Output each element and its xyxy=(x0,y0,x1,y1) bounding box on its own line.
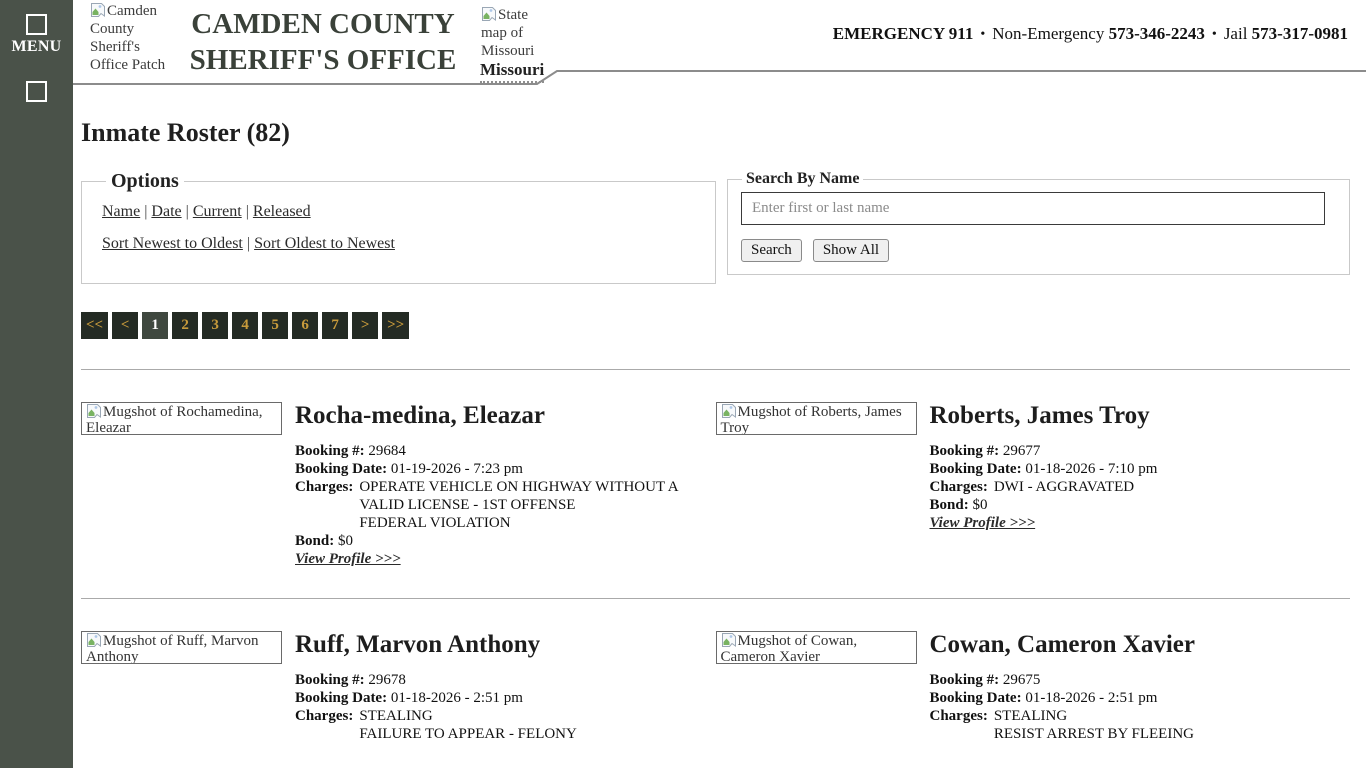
inmate-row xyxy=(81,402,1350,568)
booking-date-value: 01-18-2026 - 7:10 pm xyxy=(1025,461,1158,477)
charges-value: STEALING RESIST ARREST BY FLEEING xyxy=(993,708,1194,742)
search-panel xyxy=(727,170,1350,275)
booking-number-value: 29675 xyxy=(1002,672,1041,688)
pagination-page-4[interactable]: 4 xyxy=(232,312,258,339)
booking-number-line: Booking #: 29684 xyxy=(295,443,406,459)
booking-number-value: 29677 xyxy=(1002,443,1041,459)
search-legend: Search By Name xyxy=(746,170,860,187)
pipe-separator: | xyxy=(246,235,251,252)
booking-date-line: Booking Date: 01-19-2026 - 7:23 pm xyxy=(295,461,523,477)
filter-link-name[interactable]: Name xyxy=(102,203,141,220)
site-title-line1: CAMDEN COUNTY xyxy=(191,8,455,40)
mugshot-image[interactable] xyxy=(716,631,917,664)
sort-oldest-link[interactable]: Sort Oldest to Newest xyxy=(254,235,395,252)
charges-line: Charges: DWI - AGGRAVATED xyxy=(929,479,1135,495)
charges-value: DWI - AGGRAVATED xyxy=(993,479,1135,495)
sheriff-logo-alt-text: Camden County Sheriff's Office Patch xyxy=(90,3,166,73)
pipe-separator: | xyxy=(144,203,148,220)
bond-value: $0 xyxy=(337,533,353,549)
search-input[interactable] xyxy=(741,192,1325,225)
booking-number-line: Booking #: 29675 xyxy=(929,672,1041,688)
view-profile-link[interactable]: View Profile >>> xyxy=(929,515,1036,531)
pipe-separator: | xyxy=(245,203,249,220)
page-title: Inmate Roster (82) xyxy=(81,118,290,147)
sort-links-row xyxy=(102,231,703,257)
inmate-card-rocha-medina xyxy=(81,402,716,568)
jail-number: 573-317-0981 xyxy=(1251,24,1348,43)
inmate-name: Ruff, Marvon Anthony xyxy=(295,631,541,658)
pagination-page-1[interactable]: 1 xyxy=(142,312,168,339)
mugshot-alt-text: Mugshot of Cowan, Cameron Xavier xyxy=(720,633,858,664)
mugshot-image[interactable] xyxy=(81,631,282,664)
broken-image-icon xyxy=(721,403,737,419)
inmate-card-roberts xyxy=(716,402,1351,568)
inmate-name: Rocha-medina, Eleazar xyxy=(295,402,545,429)
booking-date-value: 01-18-2026 - 2:51 pm xyxy=(390,690,523,706)
pagination-last[interactable]: >> xyxy=(382,312,409,339)
pagination-page-7[interactable]: 7 xyxy=(322,312,348,339)
main-content xyxy=(73,0,1366,768)
inmate-card-ruff xyxy=(81,631,716,743)
charges-line: Charges: OPERATE VEHICLE ON HIGHWAY WITHOUT A VALID LICENSE - 1ST OFFENSE FEDERAL VIOLATION xyxy=(295,478,716,532)
bond-line: Bond: $0 xyxy=(295,533,353,549)
site-title-line2: SHERIFF'S OFFICE xyxy=(189,44,457,76)
inmate-card-cowan xyxy=(716,631,1351,743)
charges-line: Charges: STEALING FAILURE TO APPEAR - FELONY xyxy=(295,708,577,742)
jail-label: Jail xyxy=(1223,24,1248,43)
charges-value: OPERATE VEHICLE ON HIGHWAY WITHOUT A VALID LICENSE - 1ST OFFENSE FEDERAL VIOLATION xyxy=(359,479,678,531)
non-emergency-number: 573-346-2243 xyxy=(1108,24,1205,43)
booking-date-line: Booking Date: 01-18-2026 - 7:10 pm xyxy=(929,461,1158,477)
options-panel xyxy=(81,170,716,284)
filter-link-date[interactable]: Date xyxy=(151,203,182,220)
inmate-details xyxy=(930,402,1351,532)
booking-number-line: Booking #: 29678 xyxy=(295,672,406,688)
inmate-details xyxy=(295,631,716,743)
search-button[interactable]: Search xyxy=(741,239,802,262)
section-divider xyxy=(81,369,1350,370)
pagination-page-2[interactable]: 2 xyxy=(172,312,198,339)
broken-image-icon xyxy=(721,632,737,648)
sidebar-square-icon[interactable] xyxy=(26,81,47,102)
control-panels xyxy=(81,170,1350,284)
charges-line: Charges: STEALING RESIST ARREST BY FLEEING xyxy=(929,708,1194,742)
booking-number-line: Booking #: 29677 xyxy=(929,443,1041,459)
pagination-page-5[interactable]: 5 xyxy=(262,312,288,339)
booking-date-line: Booking Date: 01-18-2026 - 2:51 pm xyxy=(295,690,523,706)
mugshot-alt-text: Mugshot of Rochamedina, Eleazar xyxy=(86,404,263,435)
search-buttons-row xyxy=(741,239,1337,262)
bond-value: $0 xyxy=(972,497,988,513)
inmate-name: Cowan, Cameron Xavier xyxy=(929,631,1195,658)
pagination-page-6[interactable]: 6 xyxy=(292,312,318,339)
broken-image-icon xyxy=(86,632,102,648)
booking-date-line: Booking Date: 01-18-2026 - 2:51 pm xyxy=(929,690,1158,706)
pagination-prev[interactable]: < xyxy=(112,312,138,339)
section-divider xyxy=(81,598,1350,599)
bond-line: Bond: $0 xyxy=(929,497,988,513)
mugshot-alt-text: Mugshot of Roberts, James Troy xyxy=(720,404,902,435)
pagination-page-3[interactable]: 3 xyxy=(202,312,228,339)
booking-number-value: 29684 xyxy=(368,443,406,459)
inmate-details xyxy=(295,402,716,568)
pagination xyxy=(81,312,1350,339)
bullet-separator: • xyxy=(980,27,986,42)
inmate-row xyxy=(81,631,1350,743)
options-legend: Options xyxy=(111,170,179,192)
broken-image-icon xyxy=(86,403,102,419)
state-map-alt-text: State map of Missouri xyxy=(481,7,535,59)
booking-date-value: 01-18-2026 - 2:51 pm xyxy=(1025,690,1158,706)
inmate-details xyxy=(930,631,1351,743)
bullet-separator: • xyxy=(1211,27,1217,42)
charges-value: STEALING FAILURE TO APPEAR - FELONY xyxy=(359,708,577,742)
non-emergency-label: Non-Emergency xyxy=(992,24,1105,43)
sidebar xyxy=(0,0,73,768)
show-all-button[interactable]: Show All xyxy=(813,239,889,262)
filter-link-released[interactable]: Released xyxy=(252,203,311,220)
filter-link-current[interactable]: Current xyxy=(192,203,242,220)
pipe-separator: | xyxy=(185,203,189,220)
view-profile-link[interactable]: View Profile >>> xyxy=(295,551,401,567)
menu-square-icon[interactable] xyxy=(26,14,47,35)
missouri-nav-tab[interactable]: Missouri xyxy=(480,60,544,83)
filter-links-row xyxy=(102,199,703,225)
emergency-number: EMERGENCY 911 xyxy=(832,24,974,43)
booking-number-value: 29678 xyxy=(368,672,406,688)
booking-date-value: 01-19-2026 - 7:23 pm xyxy=(390,461,523,477)
menu-button[interactable]: MENU xyxy=(11,38,62,55)
pagination-next[interactable]: > xyxy=(352,312,378,339)
mugshot-image[interactable] xyxy=(81,402,282,435)
pagination-first[interactable]: << xyxy=(81,312,108,339)
inmate-name: Roberts, James Troy xyxy=(929,402,1150,429)
sort-newest-link[interactable]: Sort Newest to Oldest xyxy=(102,235,243,252)
mugshot-image[interactable] xyxy=(716,402,917,435)
mugshot-alt-text: Mugshot of Ruff, Marvon Anthony xyxy=(86,633,259,664)
